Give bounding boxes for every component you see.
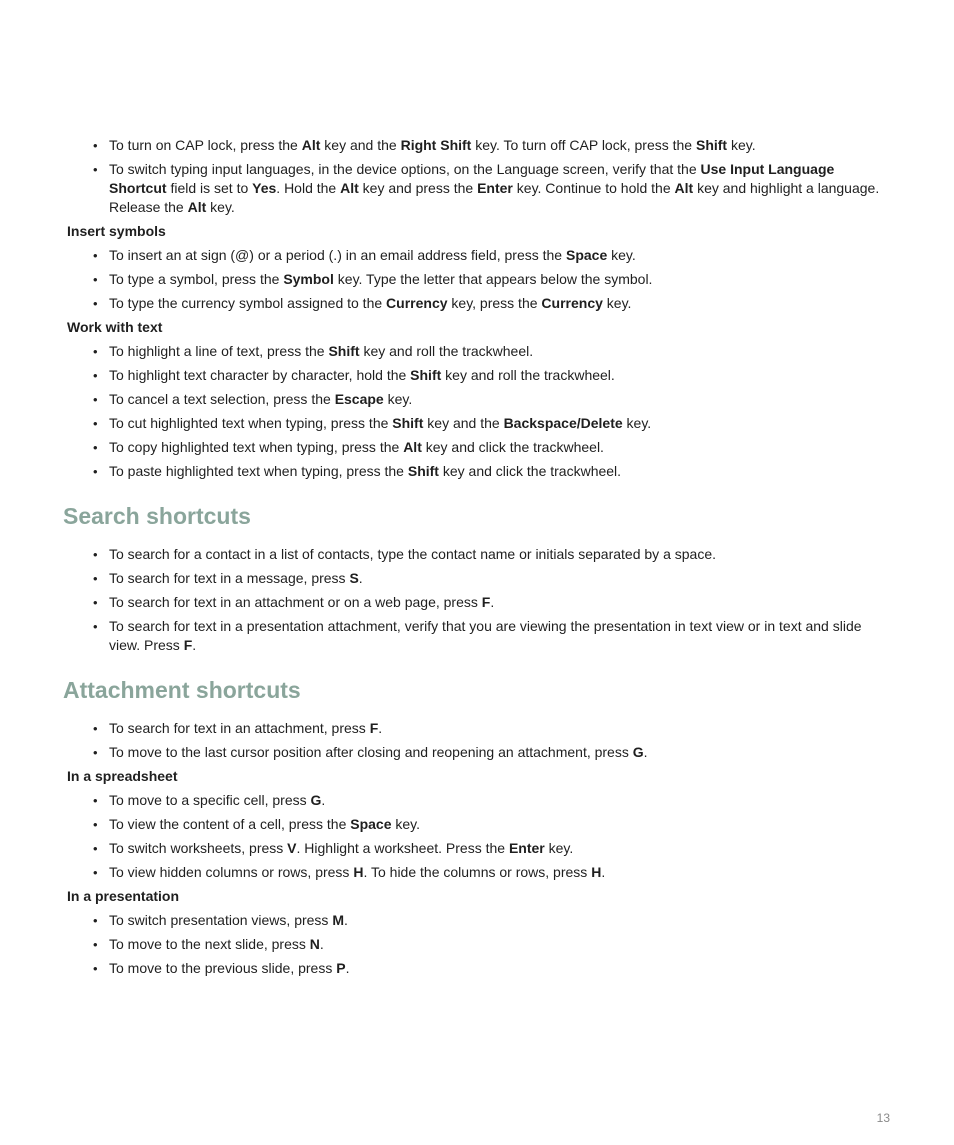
list-item: • To insert an at sign (@) or a period (.) in an email address field, press the Space key. [109,246,892,265]
section-title-search-shortcuts: Search shortcuts [63,503,251,529]
key-name: Shift [328,343,360,359]
key-name: N [309,936,320,952]
key-name: Right Shift [400,137,472,153]
list-item: • To search for a contact in a list of contacts, type the contact name or initials separated by a space. [109,545,892,564]
list-item: • To highlight a line of text, press the Shift key and roll the trackwheel. [109,342,892,361]
subheading-insert-symbols: Insert symbols [67,223,166,239]
list-item: • To highlight text character by character, hold the Shift key and roll the trackwheel. [109,366,892,385]
list-item: • To paste highlighted text when typing, press the Shift key and click the trackwheel. [109,462,892,481]
key-name: Shift [407,463,439,479]
list-item: • To copy highlighted text when typing, press the Alt key and click the trackwheel. [109,438,892,457]
list-item: • To cut highlighted text when typing, press the Shift key and the Backspace/Delete key. [109,414,892,433]
list-item: • To move to the last cursor position after closing and reopening an attachment, press G. [109,743,892,762]
bullet-list-search-shortcuts [0,545,954,655]
key-name: Alt [340,180,359,196]
list-item: • To search for text in an attachment, press F. [109,719,892,738]
key-name: Symbol [283,271,334,287]
key-name: Escape [334,391,384,407]
key-name: Alt [403,439,422,455]
page-number: 13 [876,1111,890,1125]
key-name: Backspace/Delete [503,415,623,431]
key-name: Shift [695,137,728,153]
list-item: • To search for text in an attachment or on a web page, press F. [109,593,892,612]
key-name: Space [565,247,608,263]
list-item: • To move to the next slide, press N. [109,935,892,954]
key-name: Alt [187,199,207,215]
key-name: Currency [541,295,603,311]
bullet-list-spreadsheet [0,791,954,882]
list-item: • To search for text in a presentation attachment, verify that you are viewing the presentation in text view or in text and slide view. Press F. [109,617,892,655]
key-name: S [349,570,359,586]
list-item: • To view the content of a cell, press the Space key. [109,815,892,834]
list-item: • To cancel a text selection, press the Escape key. [109,390,892,409]
bullet-list-presentation [0,911,954,978]
page-content [0,136,954,983]
key-name: H [353,864,364,880]
list-item: • To turn on CAP lock, press the Alt key and the Right Shift key. To turn off CAP lock, press the Shift key. [109,136,892,155]
section-title-attachment-shortcuts: Attachment shortcuts [63,677,301,703]
list-item: • To type the currency symbol assigned to the Currency key, press the Currency key. [109,294,892,313]
bullet-list-attachment-shortcuts [0,719,954,762]
key-name: Use Input Language Shortcut [109,161,835,196]
key-name: G [310,792,322,808]
list-item: • To switch presentation views, press M. [109,911,892,930]
key-name: G [632,744,644,760]
key-name: Enter [477,180,513,196]
key-name: V [287,840,297,856]
key-name: H [591,864,602,880]
list-item: • To switch worksheets, press V. Highlight a worksheet. Press the Enter key. [109,839,892,858]
bullet-list-work-with-text [0,342,954,481]
subheading-in-a-presentation: In a presentation [67,888,180,904]
bullet-list-insert-symbols [0,246,954,313]
key-name: Enter [508,840,545,856]
key-name: Alt [301,137,321,153]
bullet-list-top [0,136,954,217]
list-item: • To switch typing input languages, in the device options, on the Language screen, verify that the Use Input Language Shortcut field is set to Yes. Hold the Alt key and press the Enter key. Continue to hold the Alt key and highlight a language. Release the Alt key. [109,160,892,217]
key-name: F [369,720,379,736]
list-item: • To search for text in a message, press S. [109,569,892,588]
list-item: • To move to the previous slide, press P. [109,959,892,978]
list-item: • To type a symbol, press the Symbol key. Type the letter that appears below the symbol. [109,270,892,289]
key-name: F [481,594,491,610]
key-name: M [332,912,344,928]
subheading-work-with-text: Work with text [67,319,163,335]
key-name: Alt [674,180,694,196]
key-name: Yes [252,180,277,196]
key-name: Currency [386,295,448,311]
key-name: F [183,637,193,653]
key-name: Shift [392,415,424,431]
list-item: • To move to a specific cell, press G. [109,791,892,810]
list-item: • To view hidden columns or rows, press H. To hide the columns or rows, press H. [109,863,892,882]
key-name: Shift [410,367,442,383]
key-name: Space [350,816,392,832]
subheading-in-a-spreadsheet: In a spreadsheet [67,768,178,784]
key-name: P [336,960,346,976]
